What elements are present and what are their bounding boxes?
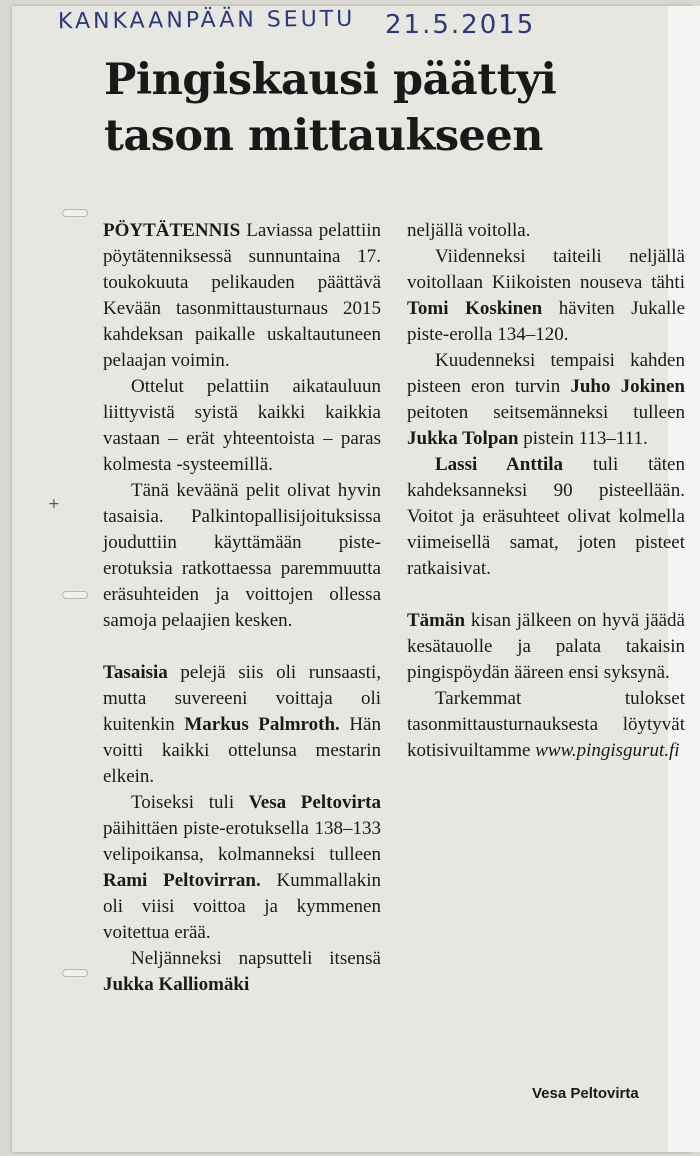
paragraph: Lassi Anttila tuli täten kahdeksanneksi 90 pisteellään. Voitot ja eräsuhteet olivat kolmella viimeisellä samat, joten pisteet ratkaisivat. <box>407 454 685 579</box>
paragraph: Tasaisia pelejä siis oli runsaasti, mutta suvereeni voittaja oli kuitenkin Markus Palmroth. Hän voitti kaikki ottelunsa mestarin elkein. <box>103 662 381 787</box>
kicker: PÖYTÄTENNIS <box>103 220 241 241</box>
paragraph: Tarkemmat tulokset tasonmittausturnauksesta löytyvät kotisivuiltamme www.pingisgurut.fi <box>407 688 685 761</box>
staple-mark <box>62 209 88 217</box>
player-name: Vesa Peltovirta <box>248 792 381 813</box>
paragraph: Ottelut pelattiin aikatauluun liittyvistä syistä kaikki kaikkia vastaan – erät yhteentoista – paras kolmesta -systeemillä. <box>103 376 381 475</box>
player-name: Jukka Kalliomäki <box>103 974 250 995</box>
paragraph: Viidenneksi taiteili neljällä voitollaan Kiikoisten nouseva tähti Tomi Koskinen häviten Jukalle piste-erolla 134–120. <box>407 246 685 345</box>
margin-tick: + <box>48 496 60 512</box>
player-name: Markus Palmroth. <box>184 714 340 735</box>
paragraph: Toiseksi tuli Vesa Peltovirta päihittäen piste-erotuksella 138–133 velipoikansa, kolmanneksi tulleen Rami Peltovirran. Kummallakin oli viisi voittoa ja kymmenen voitettua erää. <box>103 792 382 943</box>
player-name: Rami Peltovirran. <box>103 870 261 891</box>
headline-line-1: Pingiskausi päättyi <box>104 55 557 105</box>
staple-mark <box>62 969 88 977</box>
article-column-right <box>407 218 685 764</box>
player-name: Jukka Tolpan <box>407 428 519 449</box>
staple-mark <box>62 591 88 599</box>
player-name: Juho Jokinen <box>570 376 685 397</box>
handwritten-source: KANKAANPÄÄN SEUTU <box>57 6 356 35</box>
paragraph: Tänä keväänä pelit olivat hyvin tasaisia. Palkintopallisijoituksissa jouduttiin käyttämään piste-erotuksia ratkottaessa paremmuutta eräsuhteiden ja voittojen ollessa samoja pelaajien kesken. <box>103 480 381 631</box>
paragraph: Kuudenneksi tempaisi kahden pisteen eron turvin Juho Jokinen peitoten seitsemänneksi tulleen Jukka Tolpan pistein 113–111. <box>407 350 685 449</box>
headline <box>104 52 644 164</box>
handwritten-date: 21.5.2015 <box>385 10 536 40</box>
headline-line-2: tason mittaukseen <box>104 111 544 161</box>
paragraph: neljällä voitolla. <box>407 220 531 241</box>
player-name: Lassi Anttila <box>435 454 564 475</box>
kicker: Tasaisia <box>103 662 168 683</box>
byline: Vesa Peltovirta <box>532 1085 639 1102</box>
website-link[interactable]: www.pingisgurut.fi <box>535 740 680 761</box>
paragraph: PÖYTÄTENNIS Laviassa pelattiin pöytätenniksessä sunnuntaina 17. toukokuuta pelikauden päättävä Kevään tasonmittausturnaus 2015 kahdeksan paikalle uskaltautuneen pelaajan voimin. <box>103 220 381 371</box>
player-name: Tomi Koskinen <box>407 298 543 319</box>
article-column-left <box>103 218 381 998</box>
paragraph: Neljänneksi napsutteli itsensä Jukka Kalliomäki <box>103 948 381 995</box>
kicker: Tämän <box>407 610 466 631</box>
paragraph: Tämän kisan jälkeen on hyvä jäädä kesätauolle ja palata takaisin pingispöydän ääreen ensi syksynä. <box>407 610 685 683</box>
